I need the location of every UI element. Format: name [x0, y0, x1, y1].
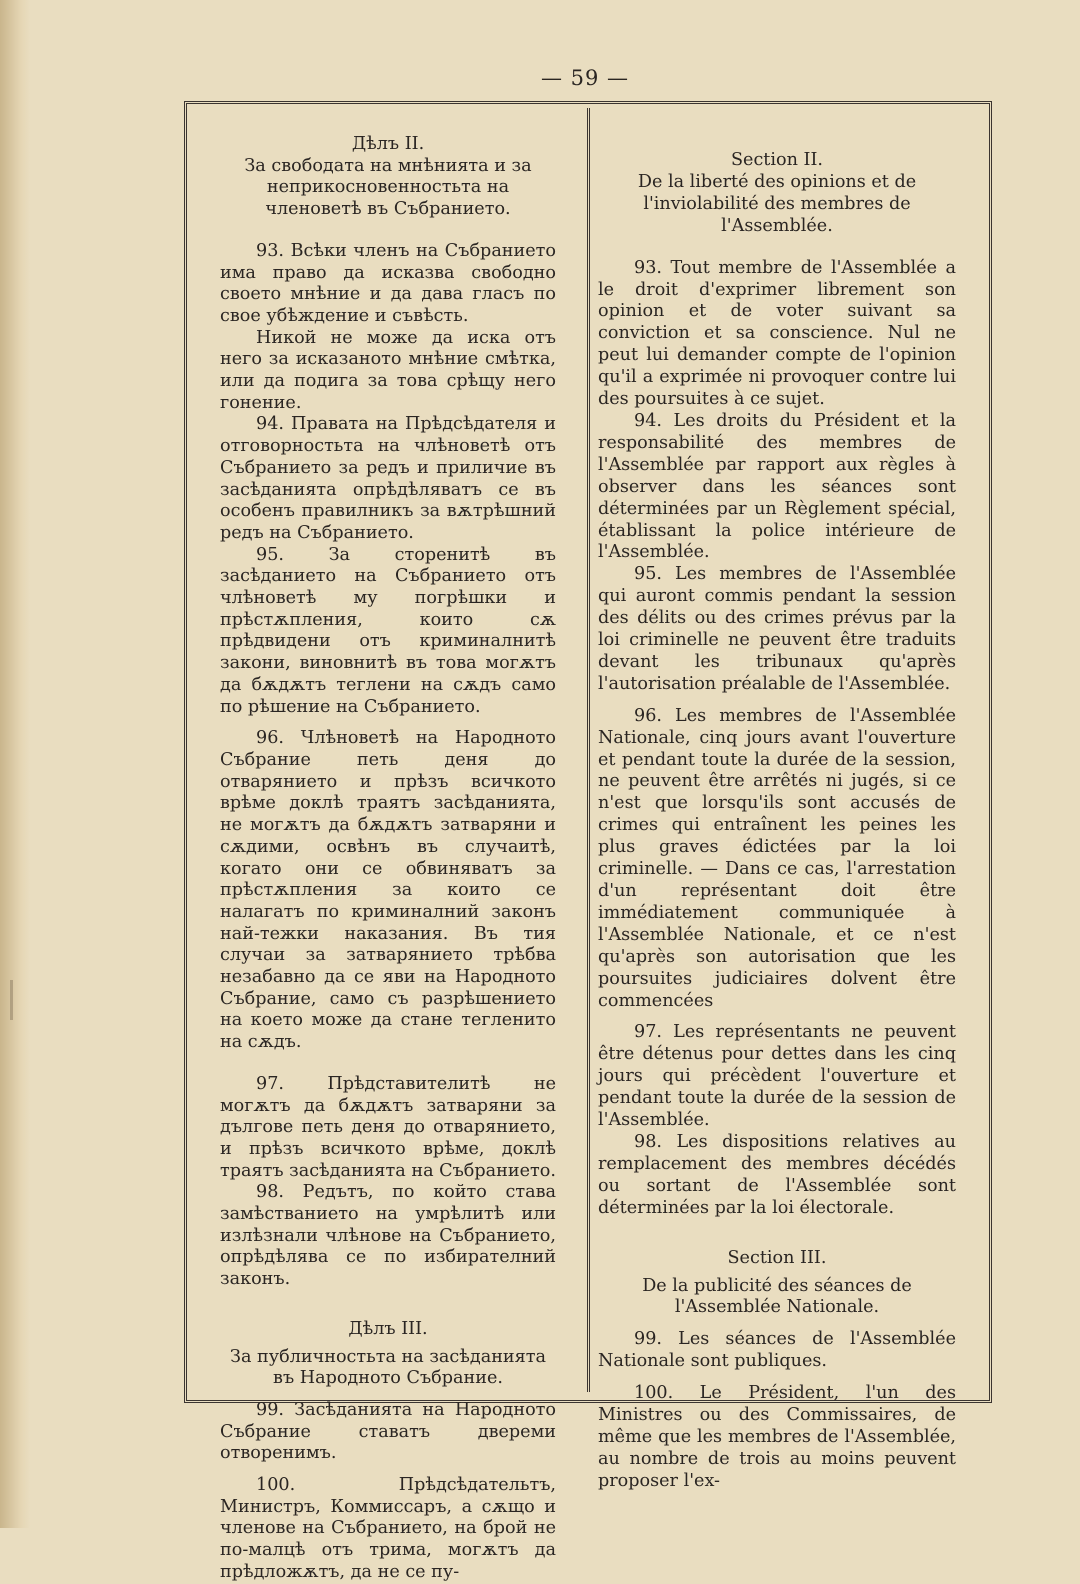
article-99-bg: 99. Засѣданията на Народното Събрание ставатъ двереми отворенимъ.	[220, 1399, 556, 1464]
article-93b-bg: Никой не може да иска отъ него за исказаното мнѣние смѣтка, или да подига за това срѣщу него гонение.	[220, 327, 556, 413]
section-2-title-fr: Section II.	[730, 150, 824, 170]
section-2-title-bg: Дѣлъ II.	[351, 134, 425, 154]
article-95-bg: 95. За сторенитѣ въ засѣданието на Събранието отъ члѣноветѣ му погрѣшки и прѣстѫпления, които сѫ прѣдвидени отъ криминалнитѣ закони, виновнитѣ въ това могѫтъ да бѫдѫтъ теглени на сѫдъ само по рѣшение на Събранието.	[220, 544, 556, 717]
section-2-subtitle-fr: De la liberté des opinions et de l'inviolabilité des membres de l'Assemblée.	[637, 171, 917, 236]
article-96-fr: 96. Les membres de l'Assemblée Nationale, cinq jours avant l'ouverture et pendant toute la durée de la session, ne peuvent être arrêtés ni jugés, si ce n'est que lorsqu'ils sont accusés de crimes qui entraînent les peines les plus graves édictées par la loi criminelle. — Dans ce cas, l'arrestation d'un représentant doit être immédiatement communiquée à l'Assemblée Nationale, et ce n'est qu'après son autorisation que les poursuites judiciaires dolvent être commencées	[598, 705, 956, 1011]
article-97-bg: 97. Прѣдставителитѣ не могѫтъ да бѫдѫтъ затваряни за дългове петь деня до отварянието, и прѣзъ всичкото врѣме, доклѣ траятъ засѣданията на Събранието.	[220, 1073, 556, 1181]
article-95-fr: 95. Les membres de l'Assemblée qui auront commis pendant la session des délits ou des crimes prévus par la loi criminelle ne peuvent être traduits devant les tribunaux qu'après l'autorisation préalable de l'Assemblée.	[598, 564, 956, 694]
article-97-fr: 97. Les représentants ne peuvent être détenus pour dettes dans les cinq jours qui précèdent l'ouverture et pendant toute la durée de la session de l'Assemblée.	[598, 1022, 956, 1131]
scan-mark	[10, 980, 13, 1020]
column-divider	[587, 108, 590, 1392]
article-93-fr: 93. Tout membre de l'Assemblée a le droit d'exprimer librement son opinion et de voter suivant sa conviction et sa conscience. Nul ne peut lui demander compte de l'opinion qu'il a exprimée ni provoquer contre lui des poursuites à ce sujet.	[598, 257, 956, 410]
section-3-title-bg: Дѣлъ III.	[348, 1318, 428, 1339]
section-2-subtitle-bg: За свободата на мнѣнията и за неприкосновенностьта на членоветѣ въ Събранието.	[244, 155, 532, 220]
section-3-subtitle-bg: За публичностьта на засѣданията въ Народното Събрание.	[229, 1346, 546, 1389]
french-column	[598, 150, 956, 1493]
page-number: — 59 —	[540, 66, 630, 90]
article-98-fr: 98. Les dispositions relatives au remplacement des membres décédés ou sortant de l'Assemblée sont déterminées par la loi électorale.	[598, 1131, 956, 1218]
scan-binding-shadow	[0, 0, 30, 1528]
article-96-bg: 96. Члѣноветѣ на Народното Събрание петь деня до отварянието и прѣзъ всичкото врѣме доклѣ траятъ засѣданията, не могѫтъ да бѫдѫтъ затваряни и сѫдими, освѣнъ въ случаитѣ, когато они се обвиняватъ за прѣстѫпления за които се налагатъ по криминалний законъ най-тежки наказания. Въ тия случаи за затварянието трѣбва незабавно да се яви на Народното Събрание, само съ разрѣшението на което може да стане тегленито на сѫдъ.	[220, 728, 556, 1053]
article-100-bg: 100. Прѣдсѣдательтъ, Министръ, Коммиссаръ, а сѫщо и членове на Събранието, на брой не по-малцѣ отъ трима, могѫтъ да прѣдложѫтъ, да не се пу-	[220, 1475, 556, 1582]
section-3-subtitle-fr: De la publicité des séances de l'Assemblée Nationale.	[642, 1275, 912, 1318]
article-99-fr: 99. Les séances de l'Assemblée Nationale sont publiques.	[598, 1329, 956, 1372]
article-93-bg: 93. Всѣки членъ на Събранието има право да исказва свободно своето мнѣние и да дава гласъ по свое убѣждение и съвѣсть.	[220, 240, 556, 326]
article-100-fr: 100. Le Président, l'un des Ministres ou des Commissaires, de même que les membres de l'Assemblée, au nombre de trois au moins peuvent proposer l'ex-	[598, 1383, 956, 1491]
article-98-bg: 98. Редътъ, по който става замѣстванието на умрѣлитѣ или излѣзнали члѣнове на Събранието, опрѣдѣлява се по избирателний законъ.	[220, 1182, 556, 1290]
bulgarian-column	[220, 134, 556, 1584]
article-94-fr: 94. Les droits du Président et la responsabilité des membres de l'Assemblée par rapport aux règles à observer dans les séances sont déterminées par un Règlement spécial, établissant la police intérieure de l'Assemblée.	[598, 410, 956, 563]
section-3-title-fr: Section III.	[727, 1247, 827, 1268]
article-94-bg: 94. Правата на Прѣдсѣдателя и отговорностьта на члѣноветѣ отъ Събранието за редъ и приличие въ засѣданията опрѣдѣляватъ се въ особенъ правилникъ за вѫтрѣшний редъ на Събранието.	[220, 414, 556, 543]
